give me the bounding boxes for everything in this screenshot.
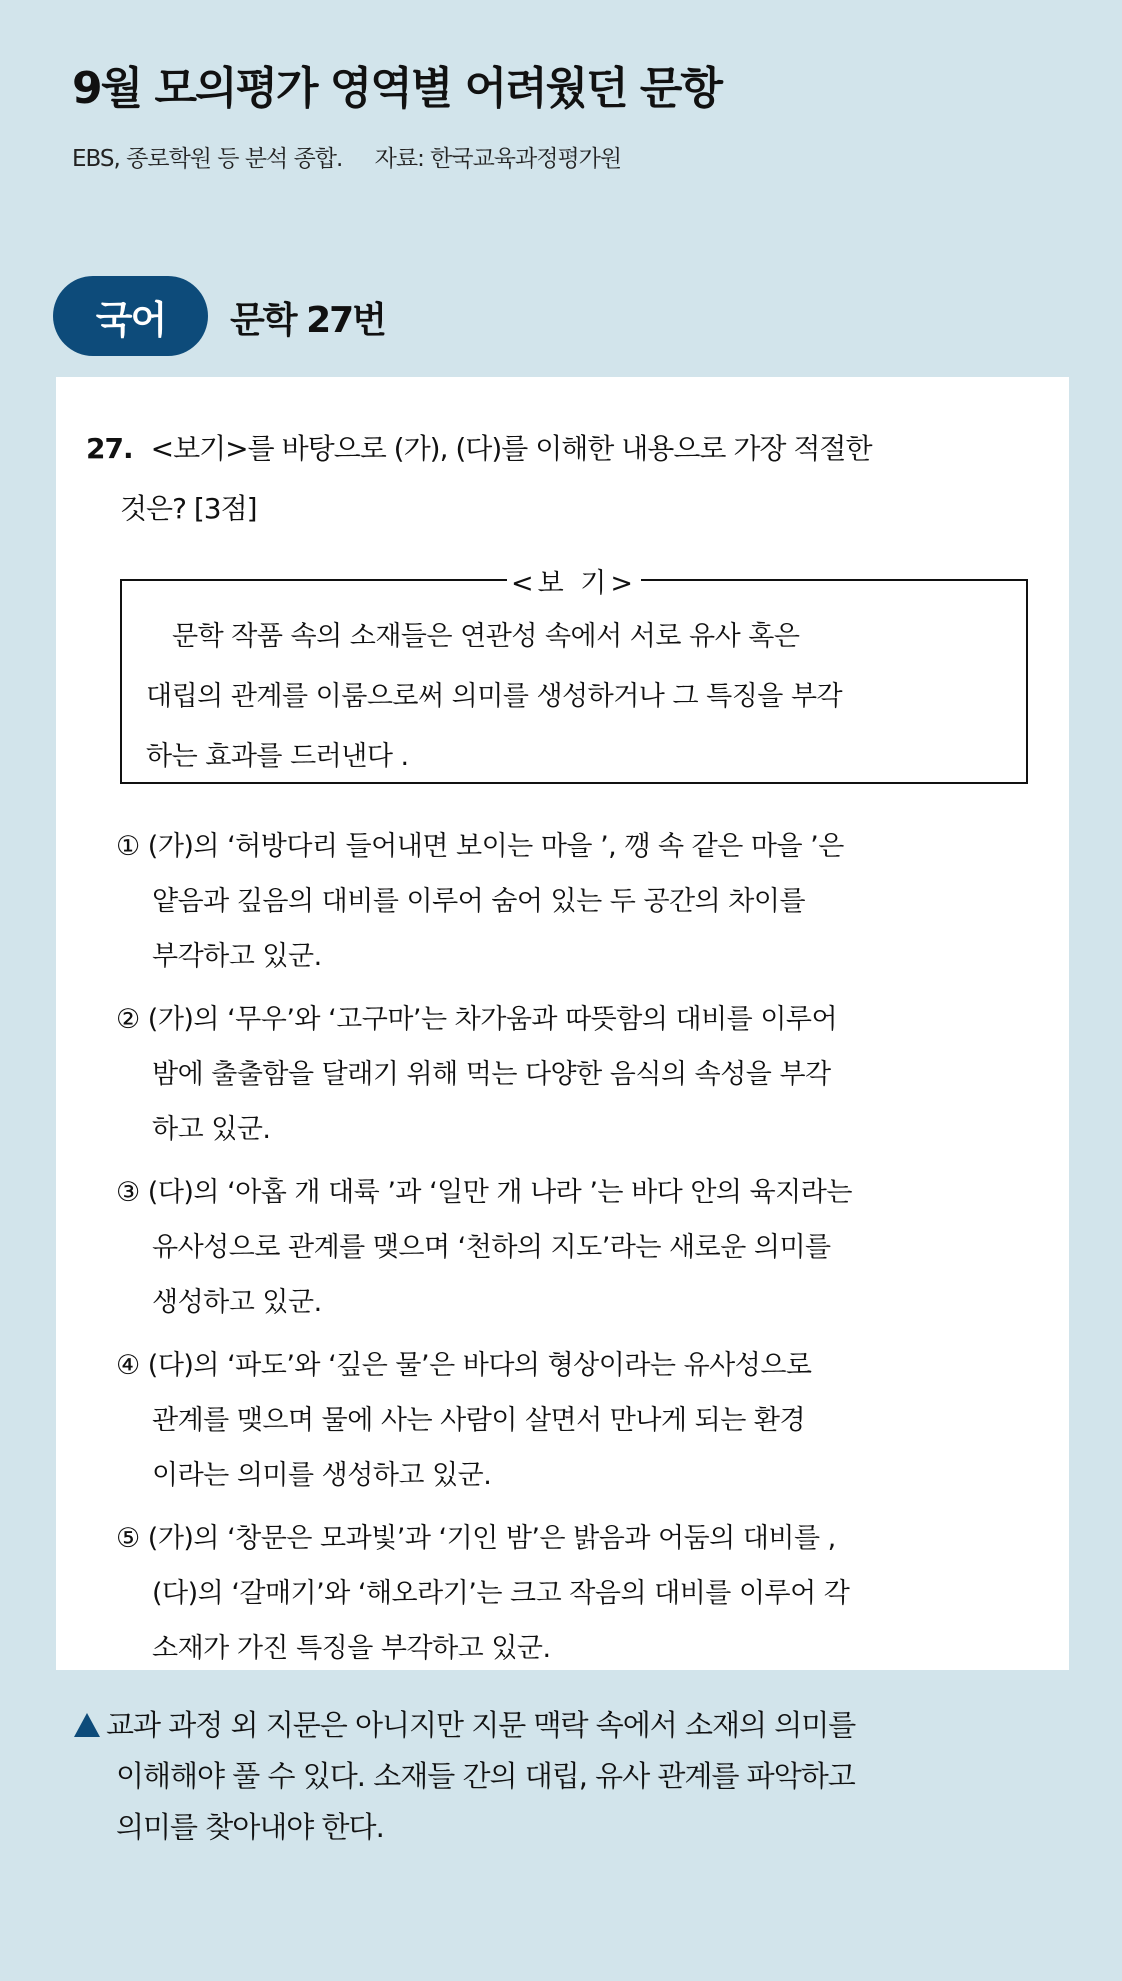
- option-line: 유사성으로 관계를 맺으며 ‘천하의 지도’라는 새로운 의미를: [152, 1232, 831, 1263]
- bogi-box: [120, 568, 1028, 784]
- page-title: 9월 모의평가 영역별 어려웠던 문항: [72, 63, 721, 114]
- option-line: 부각하고 있군.: [152, 941, 322, 972]
- source-credit: 자료: 한국교육과정평가원: [374, 146, 622, 172]
- question-line: <보기>를 바탕으로 (가), (다)를 이해한 내용으로 가장 적절한: [150, 432, 872, 465]
- question-stem: [86, 419, 872, 539]
- answer-options: [116, 819, 852, 1684]
- option-3: [116, 1165, 852, 1330]
- option-line: 밤에 출출함을 달래기 위해 먹는 다양한 음식의 속성을 부각: [152, 1059, 831, 1090]
- bogi-line: 하는 효과를 드러낸다 .: [146, 741, 409, 772]
- subtitle: [72, 140, 647, 173]
- option-line: ⑤ (가)의 ‘창문은 모과빛’과 ‘기인 밤’은 밝음과 어둠의 대비를 ,: [116, 1523, 836, 1554]
- option-line: ③ (다)의 ‘아홉 개 대륙 ’과 ‘일만 개 나라 ’는 바다 안의 육지라는: [116, 1177, 852, 1208]
- question-panel: [56, 377, 1069, 1670]
- question-line: 것은? [3점]: [120, 492, 257, 525]
- option-line: 하고 있군.: [152, 1114, 271, 1145]
- question-number: 27.: [86, 432, 133, 465]
- option-2: [116, 992, 852, 1157]
- note-line: 교과 과정 외 지문은 아니지만 지문 맥락 속에서 소재의 의미를: [106, 1708, 856, 1742]
- note-line: 의미를 찾아내야 한다.: [116, 1810, 384, 1844]
- option-line: 관계를 맺으며 물에 사는 사람이 살면서 만나게 되는 환경: [152, 1405, 806, 1436]
- option-5: [116, 1511, 852, 1676]
- section-label: 문학 27번: [230, 300, 385, 341]
- option-line: ② (가)의 ‘무우’와 ‘고구마’는 차가움과 따뜻함의 대비를 이루어: [116, 1004, 838, 1035]
- option-line: 얕음과 깊음의 대비를 이루어 숨어 있는 두 공간의 차이를: [152, 886, 806, 917]
- option-line: 생성하고 있군.: [152, 1287, 322, 1318]
- bogi-label: <보 기>: [507, 561, 641, 600]
- subject-badge: 국어: [53, 276, 208, 356]
- commentary: [74, 1700, 855, 1853]
- option-line: ④ (다)의 ‘파도’와 ‘깊은 물’은 바다의 형상이라는 유사성으로: [116, 1350, 812, 1381]
- option-line: 소재가 가진 특징을 부각하고 있군.: [152, 1633, 551, 1664]
- option-line: (다)의 ‘갈매기’와 ‘해오라기’는 크고 작음의 대비를 이루어 각: [152, 1578, 850, 1609]
- bogi-line: 문학 작품 속의 소재들은 연관성 속에서 서로 유사 혹은: [172, 621, 800, 652]
- bogi-line: 대립의 관계를 이룸으로써 의미를 생성하거나 그 특징을 부각: [146, 681, 843, 712]
- option-4: [116, 1338, 852, 1503]
- triangle-bullet-icon: [74, 1713, 100, 1737]
- option-line: 이라는 의미를 생성하고 있군.: [152, 1460, 492, 1491]
- analysis-credit: EBS, 종로학원 등 분석 종합.: [72, 146, 343, 172]
- option-1: [116, 819, 852, 984]
- note-line: 이해해야 풀 수 있다. 소재들 간의 대립, 유사 관계를 파악하고: [116, 1759, 855, 1793]
- option-line: ① (가)의 ‘허방다리 들어내면 보이는 마을 ’, 깽 속 같은 마을 ’은: [116, 831, 844, 862]
